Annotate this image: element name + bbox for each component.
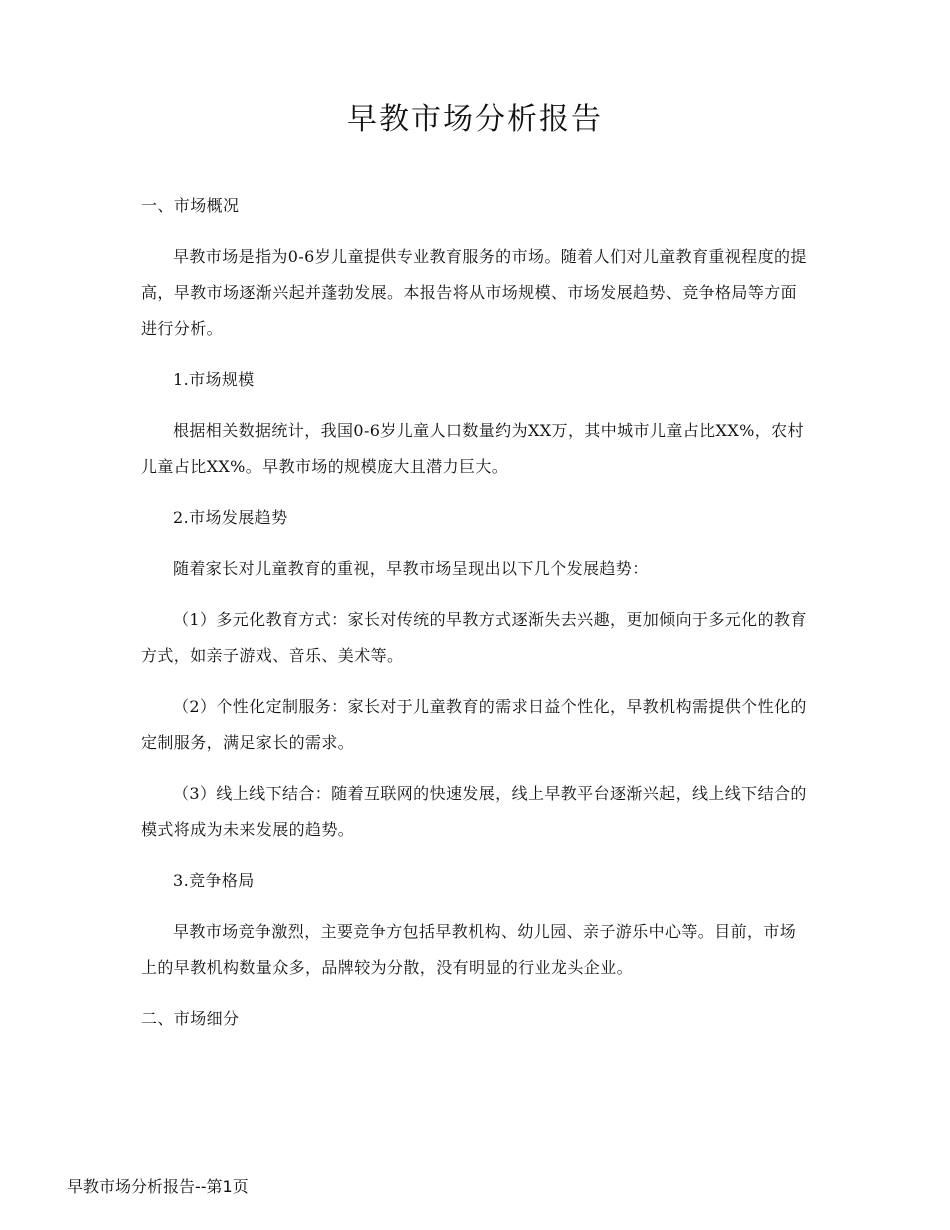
subheading-market-trends: 2.市场发展趋势 — [173, 508, 288, 527]
section-heading-market-segmentation: 二、市场细分 — [141, 1009, 240, 1028]
paragraph-trend-1: （1）多元化教育方式：家长对传统的早教方式逐渐失去兴趣，更加倾向于多元化的教育方式，如亲子游戏、音乐、美术等。 — [141, 610, 807, 665]
paragraph-market-size: 根据相关数据统计，我国0-6岁儿童人口数量约为XX万，其中城市儿童占比XX%，农村儿童占比XX%。早教市场的规模庞大且潜力巨大。 — [141, 421, 804, 476]
paragraph-trend-2: （2）个性化定制服务：家长对于儿童教育的需求日益个性化，早教机构需提供个性化的定制服务，满足家长的需求。 — [141, 697, 807, 752]
page-footer: 早教市场分析报告--第1页 — [67, 1177, 249, 1196]
paragraph-competition: 早教市场竞争激烈，主要竞争方包括早教机构、幼儿园、亲子游乐中心等。目前，市场上的早教机构数量众多，品牌较为分散，没有明显的行业龙头企业。 — [141, 922, 797, 977]
section-heading-market-overview: 一、市场概况 — [141, 196, 240, 215]
paragraph-trends-intro: 随着家长对儿童教育的重视，早教市场呈现出以下几个发展趋势： — [173, 559, 649, 578]
paragraph-trend-3: （3）线上线下结合：随着互联网的快速发展，线上早教平台逐渐兴起，线上线下结合的模式将成为未来发展的趋势。 — [141, 784, 807, 839]
document-title: 早教市场分析报告 — [347, 102, 603, 137]
subheading-market-size: 1.市场规模 — [173, 370, 255, 389]
document-body — [141, 188, 811, 1052]
paragraph-intro: 早教市场是指为0-6岁儿童提供专业教育服务的市场。随着人们对儿童教育重视程度的提高，早教市场逐渐兴起并蓬勃发展。本报告将从市场规模、市场发展趋势、竞争格局等方面进行分析。 — [141, 247, 807, 338]
subheading-competition: 3.竞争格局 — [173, 871, 255, 890]
